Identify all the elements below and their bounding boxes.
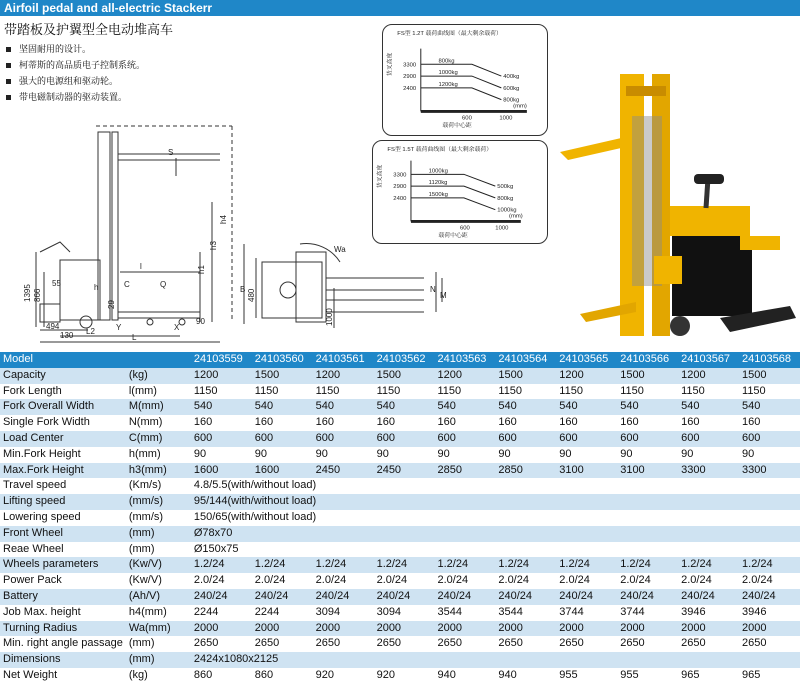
spec-value: 3094 bbox=[374, 605, 435, 621]
dim-label-29: 29 bbox=[107, 300, 116, 309]
spec-value: 860 bbox=[252, 668, 313, 684]
spec-value: 1.2/24 bbox=[678, 557, 739, 573]
label-plate bbox=[654, 256, 682, 284]
load-chart-x-label: 载荷中心距 bbox=[442, 123, 472, 130]
spec-value: 600 bbox=[678, 431, 739, 447]
table-row bbox=[0, 415, 800, 431]
spec-unit: (mm) bbox=[126, 542, 191, 558]
spec-value: 90 bbox=[374, 447, 435, 463]
spec-unit: C(mm) bbox=[126, 431, 191, 447]
spec-label: Job Max. height bbox=[0, 605, 126, 621]
spec-value: 240/24 bbox=[313, 589, 374, 605]
dim-label-wa: Wa bbox=[334, 245, 346, 254]
spec-value: 2000 bbox=[434, 621, 495, 637]
spec-value: 2.0/24 bbox=[313, 573, 374, 589]
spec-value: 90 bbox=[678, 447, 739, 463]
spec-value: 90 bbox=[556, 447, 617, 463]
load-chart-x-label: 载荷中心距 bbox=[438, 233, 468, 240]
drive-wheel bbox=[670, 316, 690, 336]
spec-unit: (mm) bbox=[126, 636, 191, 652]
spec-value: 540 bbox=[252, 399, 313, 415]
feature-item: 坚固耐用的设计。 bbox=[6, 42, 145, 58]
spec-label: Reae Wheel bbox=[0, 542, 126, 558]
spec-value: 1200 bbox=[434, 368, 495, 384]
load-chart-2 bbox=[372, 140, 548, 244]
spec-value: 2450 bbox=[374, 463, 435, 479]
y-tick-label: 2400 bbox=[393, 195, 407, 202]
bullet-icon bbox=[6, 63, 11, 68]
body-top bbox=[670, 206, 750, 236]
spec-value: 540 bbox=[556, 399, 617, 415]
spec-value: 2000 bbox=[374, 621, 435, 637]
spec-value: 90 bbox=[191, 447, 252, 463]
table-row bbox=[0, 652, 800, 668]
page-subtitle: 带踏板及护翼型全电动堆高车 bbox=[4, 23, 174, 38]
spec-value: 150/65(with/without load) bbox=[191, 510, 800, 526]
spec-value: 24103568 bbox=[739, 352, 800, 368]
feature-item: 带电磁制动器的驱动装置。 bbox=[6, 90, 145, 106]
spec-value: 2.0/24 bbox=[739, 573, 800, 589]
spec-value: 1500 bbox=[617, 368, 678, 384]
spec-value: 1.2/24 bbox=[434, 557, 495, 573]
spec-value: 2.0/24 bbox=[678, 573, 739, 589]
spec-value: 2000 bbox=[495, 621, 556, 637]
spec-label: Lowering speed bbox=[0, 510, 126, 526]
curve-label: 1000kg bbox=[438, 70, 458, 77]
spec-value: 600 bbox=[434, 431, 495, 447]
spec-value: 2000 bbox=[191, 621, 252, 637]
bullet-icon bbox=[6, 79, 11, 84]
spec-value: 920 bbox=[313, 668, 374, 684]
spec-value: 90 bbox=[495, 447, 556, 463]
table-row bbox=[0, 510, 800, 526]
spec-value: 1150 bbox=[678, 384, 739, 400]
spec-value: 600 bbox=[191, 431, 252, 447]
spec-value: 600 bbox=[495, 431, 556, 447]
bullet-icon bbox=[6, 95, 11, 100]
spec-label: Fork Length bbox=[0, 384, 126, 400]
spec-value: Ø150x75 bbox=[191, 542, 800, 558]
spec-label: Max.Fork Height bbox=[0, 463, 126, 479]
spec-value: 160 bbox=[191, 415, 252, 431]
spec-label: Capacity bbox=[0, 368, 126, 384]
spec-value: 940 bbox=[434, 668, 495, 684]
spec-value: 2650 bbox=[252, 636, 313, 652]
spec-value: 160 bbox=[739, 415, 800, 431]
dim-label-l2: L2 bbox=[86, 327, 95, 336]
spec-unit: (kg) bbox=[126, 368, 191, 384]
x-tick-label: 1000 bbox=[499, 115, 513, 122]
spec-value: 24103567 bbox=[678, 352, 739, 368]
spec-value: 240/24 bbox=[739, 589, 800, 605]
spec-value: 2.0/24 bbox=[374, 573, 435, 589]
spec-value: 160 bbox=[313, 415, 374, 431]
tiller-handle bbox=[694, 174, 724, 184]
spec-value: 3100 bbox=[617, 463, 678, 479]
dim-label-n: N bbox=[430, 285, 436, 294]
spec-value: 1600 bbox=[252, 463, 313, 479]
spec-value: 955 bbox=[617, 668, 678, 684]
dim-label-h3: h3 bbox=[209, 241, 218, 250]
spec-value: 2.0/24 bbox=[434, 573, 495, 589]
spec-value: 2000 bbox=[678, 621, 739, 637]
spec-label: Front Wheel bbox=[0, 526, 126, 542]
spec-value: 3100 bbox=[556, 463, 617, 479]
spec-value: 3946 bbox=[678, 605, 739, 621]
spec-unit: (Km/s) bbox=[126, 478, 191, 494]
spec-value: 240/24 bbox=[252, 589, 313, 605]
dim-label-h4: h4 bbox=[219, 215, 228, 224]
spec-label: Model bbox=[0, 352, 126, 368]
spec-value: 240/24 bbox=[495, 589, 556, 605]
table-row bbox=[0, 573, 800, 589]
spec-value: 540 bbox=[739, 399, 800, 415]
spec-label: Turning Radius bbox=[0, 621, 126, 637]
y-tick-label: 3300 bbox=[393, 172, 407, 179]
spec-value: 240/24 bbox=[617, 589, 678, 605]
spec-value: 540 bbox=[617, 399, 678, 415]
spec-value: 2.0/24 bbox=[495, 573, 556, 589]
spec-label: Min.Fork Height bbox=[0, 447, 126, 463]
spec-unit: (mm/s) bbox=[126, 494, 191, 510]
dim-label-big-l: L bbox=[132, 333, 137, 342]
load-chart-1 bbox=[382, 24, 548, 136]
table-row bbox=[0, 542, 800, 558]
spec-value: 2244 bbox=[191, 605, 252, 621]
dim-label-y: Y bbox=[116, 323, 122, 332]
table-row bbox=[0, 431, 800, 447]
spec-value: 600 bbox=[252, 431, 313, 447]
spec-value: 600 bbox=[374, 431, 435, 447]
table-row bbox=[0, 494, 800, 510]
spec-label: Lifting speed bbox=[0, 494, 126, 510]
curve-label: 1120kg bbox=[428, 180, 448, 187]
dim-label-1395: 1395 bbox=[23, 284, 32, 302]
spec-label: Travel speed bbox=[0, 478, 126, 494]
spec-unit: N(mm) bbox=[126, 415, 191, 431]
spec-value: 2.0/24 bbox=[556, 573, 617, 589]
spec-value: 1200 bbox=[678, 368, 739, 384]
spec-value: 1150 bbox=[495, 384, 556, 400]
curve-label: 500kg bbox=[497, 184, 514, 191]
spec-value: 90 bbox=[313, 447, 374, 463]
spec-value: 3544 bbox=[495, 605, 556, 621]
spec-value: 3094 bbox=[313, 605, 374, 621]
spec-value: 860 bbox=[191, 668, 252, 684]
y-tick-label: 2900 bbox=[403, 74, 417, 81]
fork-top bbox=[560, 136, 630, 160]
spec-value: 1150 bbox=[374, 384, 435, 400]
spec-value: 240/24 bbox=[678, 589, 739, 605]
spec-value: 1150 bbox=[191, 384, 252, 400]
spec-value: 24103561 bbox=[313, 352, 374, 368]
spec-value: 2450 bbox=[313, 463, 374, 479]
spec-value: 160 bbox=[495, 415, 556, 431]
spec-value: 920 bbox=[374, 668, 435, 684]
dim-label-c: C bbox=[124, 280, 130, 289]
curve-label: 1000kg bbox=[497, 207, 517, 214]
spec-value: 540 bbox=[434, 399, 495, 415]
spec-value: 160 bbox=[434, 415, 495, 431]
spec-value: 1200 bbox=[556, 368, 617, 384]
feature-item: 柯蒂斯的高品质电子控制系统。 bbox=[6, 58, 145, 74]
dim-label-q: Q bbox=[160, 280, 167, 289]
curve-label: 800kg bbox=[503, 97, 520, 104]
spec-value: 2000 bbox=[739, 621, 800, 637]
spec-value: 2.0/24 bbox=[252, 573, 313, 589]
spec-unit: M(mm) bbox=[126, 399, 191, 415]
spec-value: 1500 bbox=[374, 368, 435, 384]
load-chart-title: FS型 1.2T 载荷曲线图（最大剩余载荷） bbox=[397, 30, 502, 37]
table-row bbox=[0, 368, 800, 384]
table-header-row bbox=[0, 352, 800, 368]
spec-value: 1200 bbox=[313, 368, 374, 384]
spec-value: 1.2/24 bbox=[617, 557, 678, 573]
spec-unit: (mm) bbox=[126, 652, 191, 668]
dim-label-b: B bbox=[240, 285, 246, 294]
specs-table bbox=[0, 352, 800, 684]
spec-value: 3744 bbox=[617, 605, 678, 621]
dim-label-h: h bbox=[94, 283, 99, 292]
dim-label-x: X bbox=[174, 323, 180, 332]
spec-value: 2650 bbox=[678, 636, 739, 652]
spec-label: Load Center bbox=[0, 431, 126, 447]
spec-value: 600 bbox=[617, 431, 678, 447]
spec-value: 240/24 bbox=[191, 589, 252, 605]
spec-unit: (Ah/V) bbox=[126, 589, 191, 605]
table-row bbox=[0, 463, 800, 479]
spec-value: 2850 bbox=[434, 463, 495, 479]
spec-value: 240/24 bbox=[556, 589, 617, 605]
spec-unit: (mm/s) bbox=[126, 510, 191, 526]
spec-value: 3744 bbox=[556, 605, 617, 621]
dim-label-494: 494 bbox=[46, 322, 60, 331]
spec-value: 3946 bbox=[739, 605, 800, 621]
spec-value: 160 bbox=[252, 415, 313, 431]
curve-label: 800kg bbox=[438, 58, 455, 65]
spec-value: 2424x1080x2125 bbox=[191, 652, 800, 668]
spec-value: 3544 bbox=[434, 605, 495, 621]
table-row bbox=[0, 605, 800, 621]
spec-value: 160 bbox=[374, 415, 435, 431]
spec-value: 1200 bbox=[191, 368, 252, 384]
spec-unit: (kg) bbox=[126, 668, 191, 684]
spec-value: 965 bbox=[739, 668, 800, 684]
spec-unit: l(mm) bbox=[126, 384, 191, 400]
dim-label-l: l bbox=[140, 262, 142, 271]
spec-value: 2.0/24 bbox=[191, 573, 252, 589]
feature-item: 强大的电源组和驱动轮。 bbox=[6, 74, 145, 90]
spec-value: 24103560 bbox=[252, 352, 313, 368]
spec-value: 2650 bbox=[434, 636, 495, 652]
spec-value: Ø78x70 bbox=[191, 526, 800, 542]
spec-value: 1.2/24 bbox=[191, 557, 252, 573]
spec-value: 2000 bbox=[313, 621, 374, 637]
table-row bbox=[0, 621, 800, 637]
spec-label: Single Fork Width bbox=[0, 415, 126, 431]
load-chart-y-label: 货叉高度 bbox=[387, 52, 394, 77]
spec-value: 2650 bbox=[313, 636, 374, 652]
spec-value: 1.2/24 bbox=[556, 557, 617, 573]
dim-label-90: 90 bbox=[196, 317, 205, 326]
spec-label: Battery bbox=[0, 589, 126, 605]
spec-value: 4.8/5.5(with/without load) bbox=[191, 478, 800, 494]
curve-label: 600kg bbox=[503, 85, 520, 92]
spec-value: 2000 bbox=[617, 621, 678, 637]
curve-label: 1500kg bbox=[428, 191, 448, 198]
side-guard bbox=[740, 236, 780, 250]
dim-label-480: 480 bbox=[247, 288, 256, 302]
stacker-product-image bbox=[560, 56, 800, 346]
dim-label-866: 866 bbox=[33, 288, 42, 302]
x-tick-label: 1000 bbox=[495, 225, 509, 232]
spec-value: 1150 bbox=[434, 384, 495, 400]
table-row bbox=[0, 384, 800, 400]
page-title-bar bbox=[0, 0, 800, 16]
table-row bbox=[0, 399, 800, 415]
spec-value: 24103563 bbox=[434, 352, 495, 368]
spec-value: 1.2/24 bbox=[313, 557, 374, 573]
spec-unit bbox=[126, 352, 191, 368]
spec-value: 3300 bbox=[739, 463, 800, 479]
spec-value: 2244 bbox=[252, 605, 313, 621]
spec-unit: h3(mm) bbox=[126, 463, 191, 479]
spec-unit: h4(mm) bbox=[126, 605, 191, 621]
spec-value: 240/24 bbox=[374, 589, 435, 605]
dim-label-1000: 1000 bbox=[325, 308, 334, 326]
spec-value: 1.2/24 bbox=[495, 557, 556, 573]
spec-value: 2000 bbox=[556, 621, 617, 637]
spec-value: 24103559 bbox=[191, 352, 252, 368]
spec-value: 2000 bbox=[252, 621, 313, 637]
spec-value: 240/24 bbox=[434, 589, 495, 605]
curve-label: 800kg bbox=[497, 195, 514, 202]
bullet-icon bbox=[6, 47, 11, 52]
table-row bbox=[0, 668, 800, 684]
spec-value: 24103564 bbox=[495, 352, 556, 368]
curve-label: 400kg bbox=[503, 74, 520, 81]
spec-value: 1.2/24 bbox=[739, 557, 800, 573]
x-unit-label: (mm) bbox=[509, 213, 523, 220]
spec-value: 2850 bbox=[495, 463, 556, 479]
spec-value: 1500 bbox=[739, 368, 800, 384]
spec-value: 2650 bbox=[495, 636, 556, 652]
spec-value: 2.0/24 bbox=[617, 573, 678, 589]
spec-label: Net Weight bbox=[0, 668, 126, 684]
spec-value: 1150 bbox=[556, 384, 617, 400]
dim-label-s: S bbox=[168, 148, 174, 157]
table-row bbox=[0, 589, 800, 605]
dim-label-m: M bbox=[440, 291, 447, 300]
spec-value: 24103565 bbox=[556, 352, 617, 368]
table-row bbox=[0, 478, 800, 494]
spec-value: 600 bbox=[739, 431, 800, 447]
spec-value: 1150 bbox=[739, 384, 800, 400]
spec-unit: (Kw/V) bbox=[126, 573, 191, 589]
spec-value: 965 bbox=[678, 668, 739, 684]
spec-value: 1500 bbox=[252, 368, 313, 384]
spec-value: 600 bbox=[556, 431, 617, 447]
spec-value: 90 bbox=[434, 447, 495, 463]
table-row bbox=[0, 557, 800, 573]
spec-value: 2650 bbox=[617, 636, 678, 652]
y-tick-label: 2900 bbox=[393, 184, 407, 191]
y-tick-label: 3300 bbox=[403, 62, 417, 69]
dim-label-h1: h1 bbox=[197, 265, 206, 274]
load-chart-y-label: 货叉高度 bbox=[377, 164, 384, 189]
spec-value: 1600 bbox=[191, 463, 252, 479]
table-row bbox=[0, 447, 800, 463]
spec-value: 1500 bbox=[495, 368, 556, 384]
curve-label: 1200kg bbox=[438, 81, 458, 88]
dim-label-130: 130 bbox=[60, 331, 74, 340]
spec-value: 2650 bbox=[191, 636, 252, 652]
spec-value: 955 bbox=[556, 668, 617, 684]
spec-value: 90 bbox=[739, 447, 800, 463]
spec-value: 940 bbox=[495, 668, 556, 684]
spec-value: 2650 bbox=[374, 636, 435, 652]
spec-value: 2650 bbox=[739, 636, 800, 652]
spec-value: 90 bbox=[252, 447, 313, 463]
spec-unit: (mm) bbox=[126, 526, 191, 542]
load-chart-title: FS型 1.5T 载荷曲线图（最大剩余载荷） bbox=[387, 146, 493, 153]
curve-label: 1000kg bbox=[428, 168, 448, 175]
spec-value: 540 bbox=[495, 399, 556, 415]
spec-value: 3300 bbox=[678, 463, 739, 479]
spec-value: 95/144(with/without load) bbox=[191, 494, 800, 510]
spec-value: 2650 bbox=[556, 636, 617, 652]
spec-label: Power Pack bbox=[0, 573, 126, 589]
spec-value: 1150 bbox=[252, 384, 313, 400]
dim-label-55: 55 bbox=[52, 279, 61, 288]
spec-value: 1150 bbox=[617, 384, 678, 400]
table-row bbox=[0, 636, 800, 652]
spec-value: 160 bbox=[678, 415, 739, 431]
spec-value: 24103562 bbox=[374, 352, 435, 368]
x-unit-label: (mm) bbox=[513, 103, 527, 110]
spec-value: 540 bbox=[678, 399, 739, 415]
spec-value: 160 bbox=[556, 415, 617, 431]
spec-value: 600 bbox=[313, 431, 374, 447]
x-tick-label: 600 bbox=[462, 115, 472, 122]
page-title: Airfoil pedal and all-electric Stackerr bbox=[4, 1, 213, 15]
spec-value: 160 bbox=[617, 415, 678, 431]
spec-unit: (Kw/V) bbox=[126, 557, 191, 573]
spec-value: 1150 bbox=[313, 384, 374, 400]
y-tick-label: 2400 bbox=[403, 85, 417, 92]
feature-list bbox=[6, 42, 145, 106]
spec-value: 90 bbox=[617, 447, 678, 463]
spec-label: Fork Overall Width bbox=[0, 399, 126, 415]
x-tick-label: 600 bbox=[460, 225, 470, 232]
spec-label: Wheels parameters bbox=[0, 557, 126, 573]
spec-value: 540 bbox=[191, 399, 252, 415]
spec-value: 540 bbox=[374, 399, 435, 415]
spec-value: 24103566 bbox=[617, 352, 678, 368]
spec-value: 1.2/24 bbox=[252, 557, 313, 573]
mast-crossbar bbox=[626, 86, 666, 96]
spec-unit: Wa(mm) bbox=[126, 621, 191, 637]
spec-unit: h(mm) bbox=[126, 447, 191, 463]
spec-value: 1.2/24 bbox=[374, 557, 435, 573]
spec-label: Min. right angle passage bbox=[0, 636, 126, 652]
table-row bbox=[0, 526, 800, 542]
spec-label: Dimensions bbox=[0, 652, 126, 668]
spec-value: 540 bbox=[313, 399, 374, 415]
